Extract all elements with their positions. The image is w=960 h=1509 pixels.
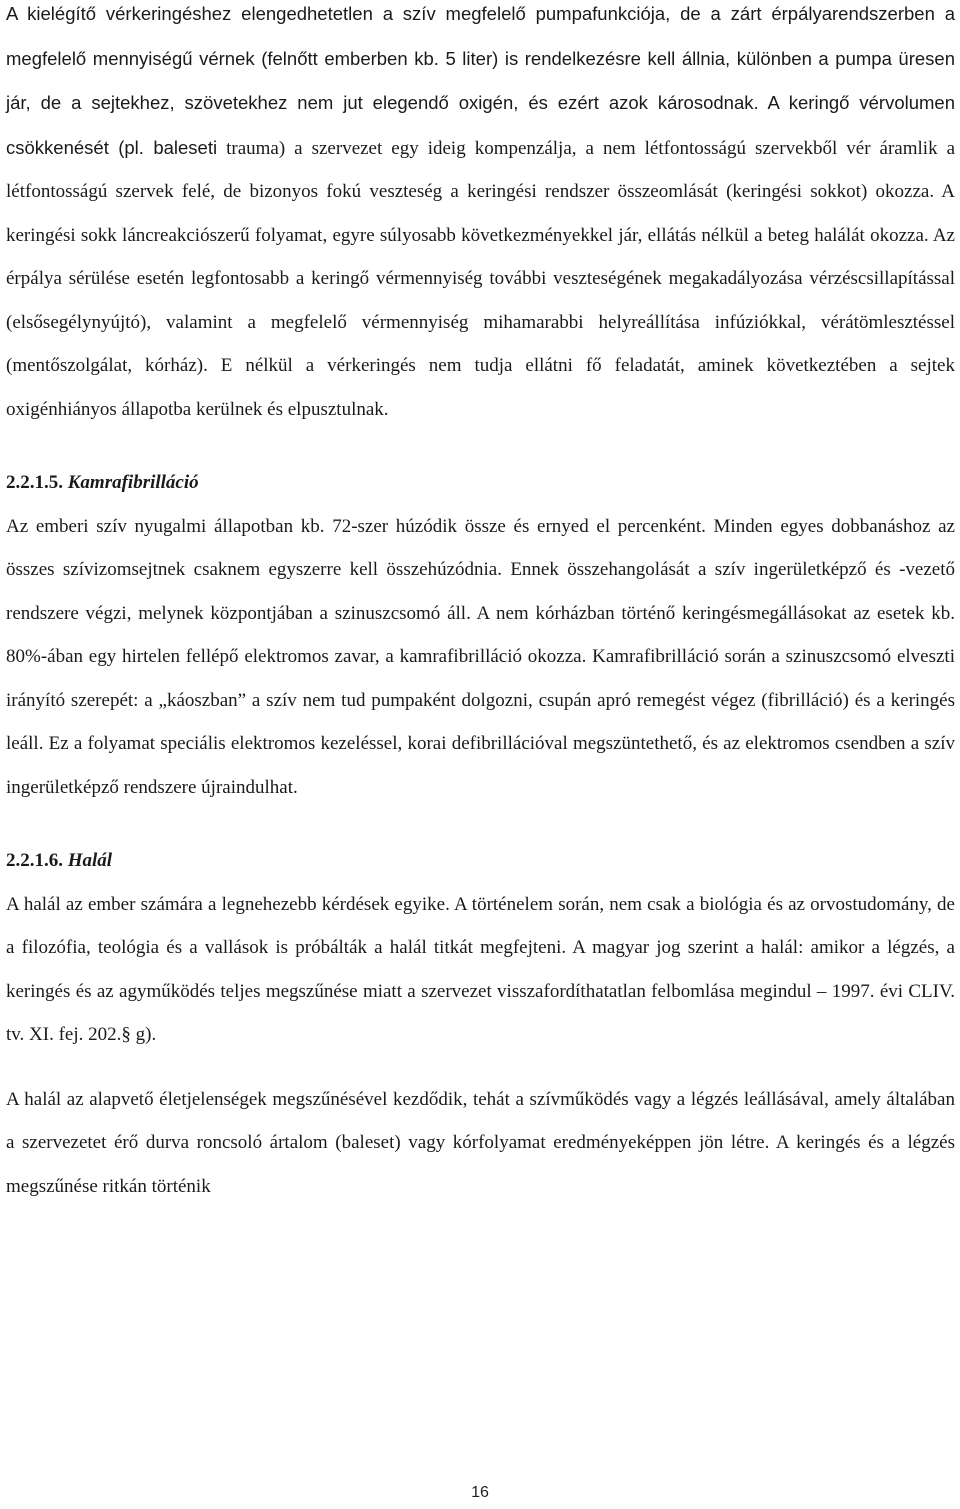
- paragraph-halal-definition: A halál az ember számára a legnehezebb kérdések egyike. A történelem során, nem csak a biológia és az orvostudomány, de a filozófia, teológia és a vallások is próbálták a halál titkát megfejteni. A magyar jog szerint a halál: amikor a légzés, a keringés és az agyműködés teljes megszűnése miatt a szervezet visszafordíthatatlan felbomlása megindul – 1997. évi CLIV. tv. XI. fej. 202.§ g).: [6, 893, 955, 1045]
- section-number: 2.2.1.6.: [6, 850, 63, 871]
- section-heading-halal: [6, 839, 955, 883]
- paragraph-kamrafibrillacio: Az emberi szív nyugalmi állapotban kb. 72-szer húzódik össze és ernyed el percenként. Minden egyes dobbanáshoz az összes szívizomsejtnek csaknem egyszerre kell összehúzódnia. Ennek összehangolását a szív ingerületképző és -vezető rendszere végzi, melynek központjában a szinuszcsomó áll. A nem kórházban történő keringésmegállásokat az esetek kb. 80%-ában egy hirtelen fellépő elektromos zavar, a kamrafibrilláció okozza. Kamrafibrilláció során a szinuszcsomó elveszti irányító szerepét: a „káoszban” a szív nem tud pumpaként dolgozni, csupán apró remegést végez (fibrilláció) és a keringés leáll. Ez a folyamat speciális elektromos kezeléssel, korai defibrillációval megszüntethető, és az elektromos csendben a szív ingerületképző rendszere újraindulhat.: [6, 515, 955, 798]
- section-title: Halál: [67, 850, 113, 871]
- section-title: Kamrafibrilláció: [67, 472, 199, 493]
- paragraph-circulation: [6, 0, 955, 431]
- paragraph-circulation-serif-text: trauma) a szervezet egy ideig kompenzálja, a nem létfontosságú szervekből vér áramlik a létfontosságú szervek felé, de bizonyos fokú veszteség a keringési rendszer összeomlását (keringési sokkot) okozza. A keringési sokk láncreakciószerű folyamat, egyre súlyosabb következményekkel jár, ellátás nélkül a beteg halálát okozza. Az érpálya sérülése esetén legfontosabb a keringő vérmennyiség további veszteségének megakadályozása vérzéscsillapítással (elsősegélynyújtó), valamint a megfelelő vérmennyiség mihamarabbi helyreállítása infúziókkal, vérátömlesztéssel (mentőszolgálat, kórház). E nélkül a vérkeringés nem tudja ellátni fő feladatát, aminek következtében a sejtek oxigénhiányos állapotba kerülnek és elpusztulnak.: [6, 137, 955, 420]
- document-body: [6, 0, 955, 1208]
- section-number: 2.2.1.5.: [6, 472, 63, 493]
- paragraph-halal-onset: A halál az alapvető életjelenségek megszűnésével kezdődik, tehát a szívműködés vagy a légzés leállásával, amely általában a szervezetet érő durva roncsoló ártalom (baleset) vagy kórfolyamat eredményeképpen jön létre. A keringés és a légzés megszűnése ritkán történik: [6, 1088, 955, 1197]
- page-number: 16: [471, 1484, 489, 1501]
- paragraph-circulation-sans-text: A kielégítő vérkeringéshez elengedhetetlen a szív megfelelő pumpafunkciója, de a zárt érpályarendszerben a megfelelő mennyiségű vérnek (felnőtt emberben kb. 5 liter) is rendelkezésre kell állnia, különben a pumpa üresen jár, de a sejtekhez, szövetekhez nem jut elegendő oxigén, és ezért azok károsodnak. A keringő vérvolumen csökkenését (pl. baleseti: [6, 3, 955, 158]
- section-heading-kamrafibrillacio: [6, 461, 955, 505]
